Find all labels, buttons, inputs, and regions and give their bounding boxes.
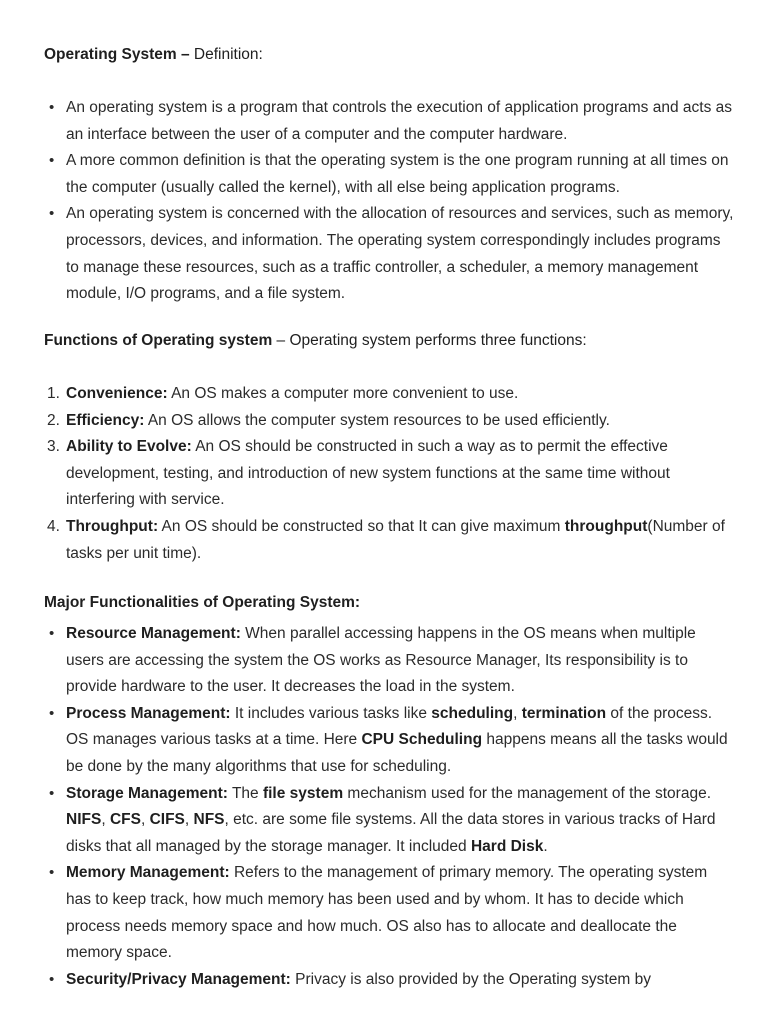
item-number: 3. [47,438,60,456]
item-text: Privacy is also provided by the Operating system by [290,970,651,988]
heading-term: Functions of Operating system [44,332,273,349]
item-term: Resource Management: [66,625,241,642]
item-term: Ability to Evolve: [66,438,192,456]
item-bold: CPU Scheduling [361,731,483,749]
item-text: mechanism used for the management of the storage. [343,784,712,802]
list-item [44,434,734,514]
item-text: , [513,704,522,722]
item-bold: scheduling [431,704,514,722]
item-term: Storage Management: [66,784,228,802]
item-text: Refers to the management of primary memory. The operating system has to keep track, how much memory has been used and by whom. It has to decide which process needs memory space and how much. OS also has to allocate and deallocate the memory space. [66,864,708,962]
list-item: • An operating system is a program that controls the execution of application programs and acts as an interface between the user of a computer and the computer hardware. [44,95,734,148]
item-bold: Hard Disk [470,837,544,855]
heading-term: Operating System – [44,46,190,63]
item-text: , [184,811,194,829]
item-text: When parallel accessing happens in the OS means when multiple users are accessing the system the OS works as Resource Manager, Its responsibility is to provide hardware to the user. It decreases the load in the system. [66,625,696,696]
item-text: of the process. OS manages various tasks at a time. Here [66,704,713,749]
item-bold: NFS [193,811,225,829]
item-number: 2. [47,411,60,429]
definition-list [44,95,734,308]
item-term: Efficiency: [66,411,145,429]
list-item [44,408,734,435]
item-text: (Number of tasks per unit time). [66,517,725,562]
list-item-memory-management [44,860,734,966]
functions-heading [44,328,738,355]
item-term: Memory Management: [66,864,230,882]
heading-subtitle: Definition: [189,46,263,63]
list-item-security-management [44,967,734,994]
heading-term: Major Functionalities of Operating System: [44,594,361,611]
item-number: 1. [47,385,60,402]
item-number: 4. [47,517,60,535]
item-text: An OS allows the computer system resources to be used efficiently. [144,411,610,429]
list-item-resource-management [44,621,734,701]
functionalities-list [44,621,734,993]
list-item: • An operating system is concerned with the allocation of resources and services, such as memory, processors, devices, and information. The operating system correspondingly includes programs to manage these resources, such as a traffic controller, a scheduler, a memory management module, I/O programs, and a file system. [44,201,734,307]
item-text: An OS should be constructed so that It can give maximum [158,517,565,535]
item-bold: CFS [109,811,141,829]
item-bold: termination [521,704,607,722]
item-text: An OS makes a computer more convenient to use. [167,385,519,402]
item-term: Security/Privacy Management: [66,970,291,988]
item-text: An OS should be constructed in such a way as to permit the effective development, testing, and introduction of new system functions at the same time without interfering with service. [66,438,670,509]
item-bold: throughput [564,517,648,535]
item-bold: file system [262,784,344,802]
item-bold: NIFS [66,811,102,829]
item-text: , etc. are some file systems. All the data stores in various tracks of Hard disks that all managed by the storage manager. It included [66,811,716,855]
functionalities-heading [44,590,738,617]
item-text: It includes various tasks like [230,704,432,722]
item-bold: CIFS [149,811,185,829]
item-text: . [543,837,548,855]
item-term: Convenience: [66,385,168,402]
heading-subtitle: – Operating system performs three functions: [272,332,587,349]
item-text: The [227,784,263,802]
functions-list [44,381,734,567]
list-item [44,381,734,408]
item-text: happens means all the tasks would be done by the many algorithms that use for scheduling. [66,731,728,775]
item-term: Process Management: [66,704,231,722]
list-item-process-management [44,701,734,781]
item-text: , [101,811,110,829]
os-definition-heading [44,42,738,69]
item-text: , [140,811,150,829]
list-item: • A more common definition is that the operating system is the one program running at all times on the computer (usually called the kernel), with all else being application programs. [44,148,734,201]
list-item-storage-management [44,781,734,861]
item-term: Throughput: [66,517,159,535]
list-item [44,514,734,567]
